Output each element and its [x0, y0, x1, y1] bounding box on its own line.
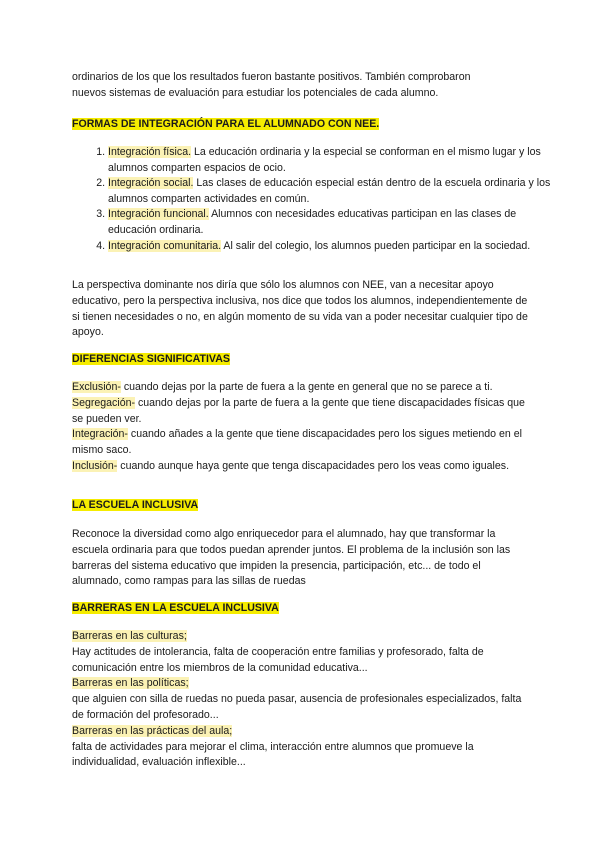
list-item-label: Integración social.	[108, 177, 194, 190]
section-heading-text: BARRERAS EN LA ESCUELA INCLUSIVA	[72, 602, 279, 614]
definition-text: cuando aunque haya gente que tenga discapacidades pero los veas como iguales.	[117, 459, 510, 472]
paragraph-text: La perspectiva dominante nos diría que sólo los alumnos con NEE, van a necesitar apoyo educativo, pero la perspectiva inclusiva, nos dice que todos los alumnos, independientemente de si tienen necesidades o no, en algún momento de su vida van a poder necesitar cualquier tipo de apoyo.	[72, 279, 528, 339]
list-item-label: Integración comunitaria.	[108, 239, 222, 252]
paragraph-text: Reconoce la diversidad como algo enriquecedor para el alumnado, hay que transformar la escuela ordinaria para que todos puedan aprender juntos. El problema de la inclusión son las barreras del sistema educativo que impiden la presencia, participación, etc... de todo el alumnado, como rampas para las sillas de ruedas	[72, 528, 511, 588]
definition-term: Segregación-	[72, 396, 136, 409]
definition-item	[72, 427, 532, 459]
escuela-paragraph	[72, 527, 532, 590]
list-item	[108, 207, 554, 238]
barrier-title-text: Barreras en las culturas;	[72, 630, 187, 642]
definition-item	[72, 396, 532, 428]
barrier-text: Hay actitudes de intolerancia, falta de cooperación entre familias y profesorado, falta de comunicación entre los miembros de la comunidad educativa...	[72, 645, 484, 674]
section-heading-text: DIFERENCIAS SIGNIFICATIVAS	[72, 353, 230, 365]
definition-term: Exclusión-	[72, 381, 121, 393]
perspective-paragraph	[72, 278, 532, 341]
definition-term: Integración-	[72, 428, 128, 441]
barrier-title-text: Barreras en las políticas;	[72, 677, 189, 690]
list-item-text: Las clases de educación especial están dentro de la escuela ordinaria y los alumnos comparten actividades en común.	[108, 177, 551, 205]
definition-text: cuando dejas por la parte de fuera a la gente que tiene discapacidades físicas que se pueden ver.	[72, 396, 525, 425]
section-heading-text: LA ESCUELA INCLUSIVA	[72, 499, 199, 511]
barrier-title	[72, 724, 532, 740]
definition-item	[72, 459, 532, 475]
definition-item	[72, 380, 532, 396]
list-item	[108, 176, 554, 207]
section-heading-diferencias	[72, 352, 532, 368]
list-item	[108, 239, 554, 255]
list-item-label: Integración funcional.	[108, 208, 209, 221]
definition-text: cuando añades a la gente que tiene discapacidades pero los sigues metiendo en el mismo saco.	[72, 428, 522, 457]
section-heading-text: FORMAS DE INTEGRACIÓN PARA EL ALUMNADO CON NEE.	[72, 118, 380, 130]
list-item-text: Alumnos con necesidades educativas participan en las clases de educación ordinaria.	[108, 208, 517, 236]
list-item	[108, 145, 554, 176]
list-item-text: La educación ordinaria y la especial se conforman en el mismo lugar y los alumnos comparten espacios de ocio.	[108, 146, 541, 174]
definition-term: Inclusión-	[72, 459, 118, 472]
list-item-text: Al salir del colegio, los alumnos pueden participar en la sociedad.	[221, 239, 531, 252]
intro-line-1: ordinarios de los que los resultados fueron bastante positivos. También comprobaron	[72, 71, 471, 83]
barrier-title-text: Barreras en las prácticas del aula;	[72, 724, 233, 737]
intro-line-2: nuevos sistemas de evaluación para estudiar los potenciales de cada alumno.	[72, 86, 439, 99]
barrier-text: que alguien con silla de ruedas no pueda pasar, ausencia de profesionales especializados, falta de formación del profesorado...	[72, 693, 522, 721]
barriers-block	[72, 629, 532, 771]
list-item-label: Integración física.	[108, 146, 192, 158]
definition-text: cuando dejas por la parte de fuera a la gente en general que no se parece a ti.	[120, 381, 493, 393]
section-heading-formas	[72, 117, 532, 133]
barrier-title	[72, 676, 532, 692]
intro-paragraph	[72, 70, 532, 102]
barrier-title	[72, 629, 532, 645]
integration-list	[88, 145, 554, 254]
section-heading-barreras	[72, 601, 532, 617]
section-heading-escuela-inclusiva	[72, 498, 532, 514]
barrier-text: falta de actividades para mejorar el clima, interacción entre alumnos que promueve la individualidad, evaluación inflexible...	[72, 740, 474, 769]
definitions-block	[72, 380, 532, 475]
